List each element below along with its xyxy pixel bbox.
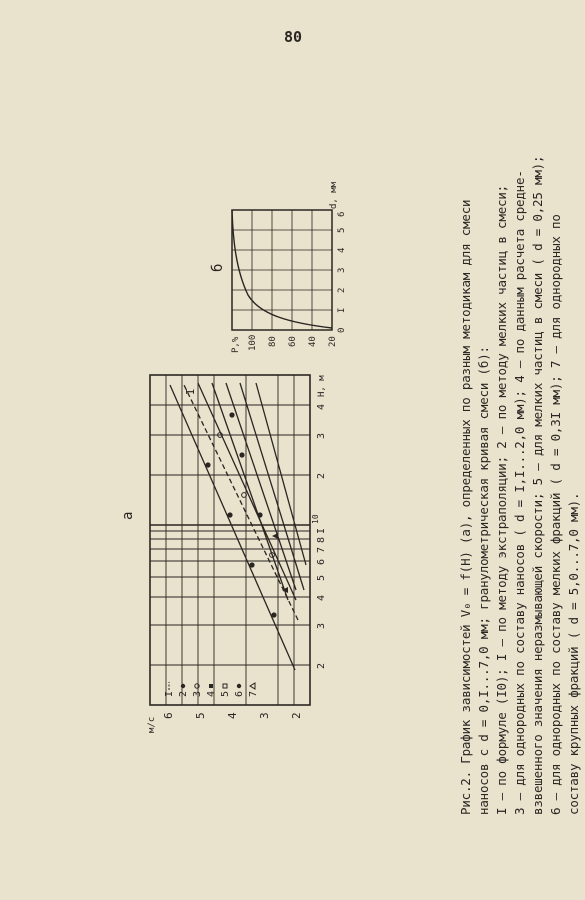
panel-b-label: б <box>210 263 226 272</box>
caption-line: составу крупных фракций ( d = 5,0...7,0 мм). <box>566 492 581 815</box>
x-tick: 4 <box>316 403 327 410</box>
x-tick: I <box>316 527 327 534</box>
legend-item: 6 <box>234 690 245 697</box>
panel-a-grid <box>150 375 310 705</box>
panel-a-y-ticks <box>147 712 303 733</box>
x-tick: 3 <box>337 267 347 273</box>
x-tick: 6 <box>316 558 327 565</box>
y-unit: м/с <box>147 716 157 733</box>
legend-item: 4 <box>206 690 217 697</box>
x-tick: I <box>337 307 347 313</box>
legend <box>164 682 259 697</box>
caption-line: 6 – для однородных по составу мелких фракций ( d = 0,3I мм); 7 – для однородных по <box>548 214 563 815</box>
x-tick: 5 <box>337 227 347 233</box>
caption-line: наносов с d = 0,I...7,0 мм; гранулометрическая кривая смеси (б): <box>476 346 491 815</box>
curve-label: I <box>184 388 197 395</box>
x-tick: 6 <box>337 211 347 217</box>
panel-a-curves <box>170 383 306 670</box>
legend-item: 7 <box>248 690 259 697</box>
caption-line: I – по формуле (I0); I – по методу экстраполяции; 2 – по методу мелких частиц в смеси; <box>494 184 509 815</box>
y-tick: 5 <box>194 712 207 719</box>
x-tick: 7 <box>316 546 327 553</box>
legend-item: I <box>164 690 175 697</box>
legend-item: 3 <box>192 690 203 697</box>
x-tick: 8 <box>316 536 327 543</box>
y-tick: 6 <box>162 712 175 719</box>
legend-item: 2 <box>178 690 189 697</box>
x-mid-label: 10 <box>311 514 320 524</box>
caption-line: взвешенного значения неразмывающей скорости; 5 – для мелких частиц в смеси ( d = 0,25 мм); <box>530 155 545 815</box>
figure-2 <box>110 115 440 815</box>
panel-b-grid <box>232 210 332 330</box>
y-tick: 60 <box>288 336 298 347</box>
x-tick: 5 <box>316 574 327 581</box>
panel-a-frame <box>150 375 310 705</box>
panel-a <box>120 375 327 733</box>
panel-a-x-ticks <box>311 375 327 669</box>
panel-a-label: а <box>120 511 136 520</box>
x-unit: d, мм <box>329 181 339 209</box>
x-tick: 4 <box>316 594 327 601</box>
y-tick: 100 <box>248 334 258 351</box>
y-tick: 2 <box>290 712 303 719</box>
legend-item: 5 <box>220 690 231 697</box>
x-tick: 4 <box>337 247 347 253</box>
y-tick: 40 <box>308 336 318 347</box>
rotated-figure-block <box>110 115 580 815</box>
x-tick: 3 <box>316 432 327 439</box>
panel-b-y-ticks <box>231 335 338 353</box>
y-tick: 20 <box>328 336 338 347</box>
page-number: 80 <box>284 28 303 46</box>
y-tick: 4 <box>226 712 239 719</box>
x-tick: 2 <box>316 662 327 669</box>
y-tick: 3 <box>258 712 271 719</box>
x-tick: 3 <box>316 622 327 629</box>
panel-b <box>210 181 347 353</box>
x-tick: 2 <box>337 287 347 293</box>
x-tick: 0 <box>337 327 347 333</box>
y-tick: 80 <box>268 336 278 347</box>
y-unit: Р,% <box>231 336 241 353</box>
caption-line: 3 – для однородных по составу наносов ( d = I,I...2,0 мм); 4 – по данным расчета средне- <box>512 170 527 815</box>
x-tick: 2 <box>316 472 327 479</box>
caption-line: Рис.2. График зависимостей V₀ = f(H) (а), определенных по разным методикам для смеси <box>458 199 473 815</box>
x-unit: Н, м <box>317 375 327 397</box>
